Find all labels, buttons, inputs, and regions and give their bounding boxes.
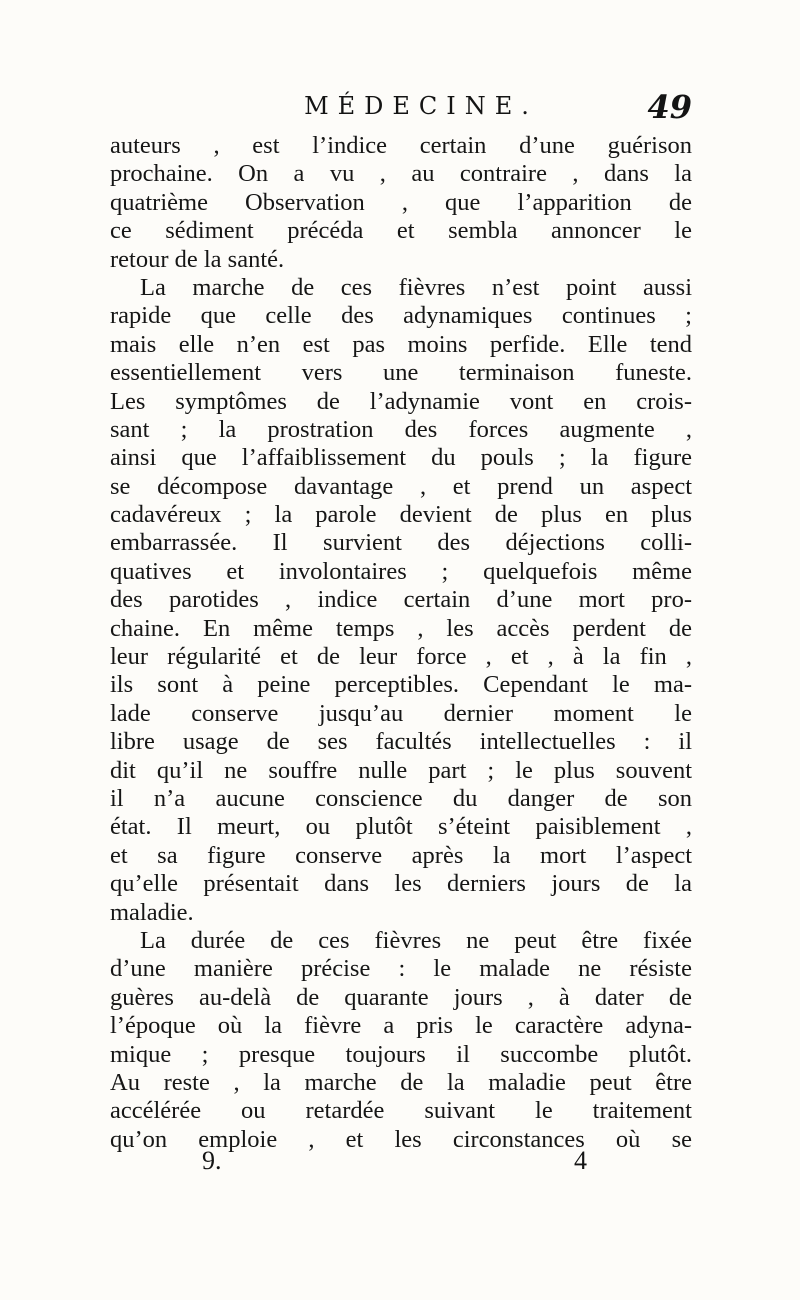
page-header — [110, 88, 692, 132]
text-line: La marche de ces fièvres n’est point aussi — [140, 273, 692, 301]
signature-mark: 9. — [202, 1146, 222, 1175]
running-head: MÉDECINE. — [304, 92, 538, 120]
text-line: qu’on emploie , et les circonstances où se — [110, 1125, 692, 1153]
text-line: prochaine. On a vu , au contraire , dans la — [110, 160, 692, 188]
text-line: sant ; la prostration des forces augmente , — [110, 415, 692, 443]
text-line: essentiellement vers une terminaison funeste. — [110, 359, 692, 387]
text-line: des parotides , indice certain d’une mort pro- — [110, 586, 692, 614]
text-line: embarrassée. Il survient des déjections colli- — [110, 529, 692, 557]
text-line: maladie. — [110, 898, 194, 926]
text-line: chaine. En même temps , les accès perdent de — [110, 614, 692, 642]
text-line: Les symptômes de l’adynamie vont en crois- — [110, 387, 692, 415]
text-line: cadavéreux ; la parole devient de plus en plus — [110, 501, 692, 529]
text-line: quatives et involontaires ; quelquefois même — [110, 557, 692, 585]
body-text — [110, 132, 692, 1154]
text-line: La durée de ces fièvres ne peut être fixée — [140, 926, 692, 954]
text-line: ils sont à peine perceptibles. Cependant le ma- — [110, 671, 692, 699]
text-line: retour de la santé. — [110, 245, 285, 273]
text-line: leur régularité et de leur force , et , à la fin , — [110, 643, 692, 671]
text-line: auteurs , est l’indice certain d’une guérison — [110, 132, 692, 159]
page-number: 49 — [647, 88, 692, 126]
text-line: d’une manière précise : le malade ne résiste — [110, 955, 692, 983]
text-line: qu’elle présentait dans les derniers jours de la — [110, 870, 692, 898]
sheet-number: 4 — [574, 1146, 587, 1175]
text-line: ce sédiment précéda et sembla annoncer le — [110, 217, 692, 245]
text-line: l’époque où la fièvre a pris le caractère adyna- — [110, 1012, 692, 1040]
page-footer — [110, 1146, 692, 1180]
text-line: se décompose davantage , et prend un aspect — [110, 472, 692, 500]
text-line: Au reste , la marche de la maladie peut être — [110, 1068, 692, 1096]
text-line: mique ; presque toujours il succombe plutôt. — [110, 1040, 692, 1068]
text-line: dit qu’il ne souffre nulle part ; le plus souvent — [110, 756, 692, 784]
text-line: état. Il meurt, ou plutôt s’éteint paisiblement , — [110, 813, 692, 841]
text-line: quatrième Observation , que l’apparition de — [110, 188, 692, 216]
text-line: accélérée ou retardée suivant le traitement — [110, 1097, 692, 1125]
text-line: guères au-delà de quarante jours , à dater de — [110, 983, 692, 1011]
text-line: et sa figure conserve après la mort l’aspect — [110, 841, 692, 869]
text-line: rapide que celle des adynamiques continues ; — [110, 302, 692, 330]
text-line: libre usage de ses facultés intellectuelles : il — [110, 728, 692, 756]
text-line: mais elle n’en est pas moins perfide. Elle tend — [110, 330, 692, 358]
text-line: il n’a aucune conscience du danger de son — [110, 784, 692, 812]
text-line: ainsi que l’affaiblissement du pouls ; la figure — [110, 444, 692, 472]
text-line: lade conserve jusqu’au dernier moment le — [110, 699, 692, 727]
